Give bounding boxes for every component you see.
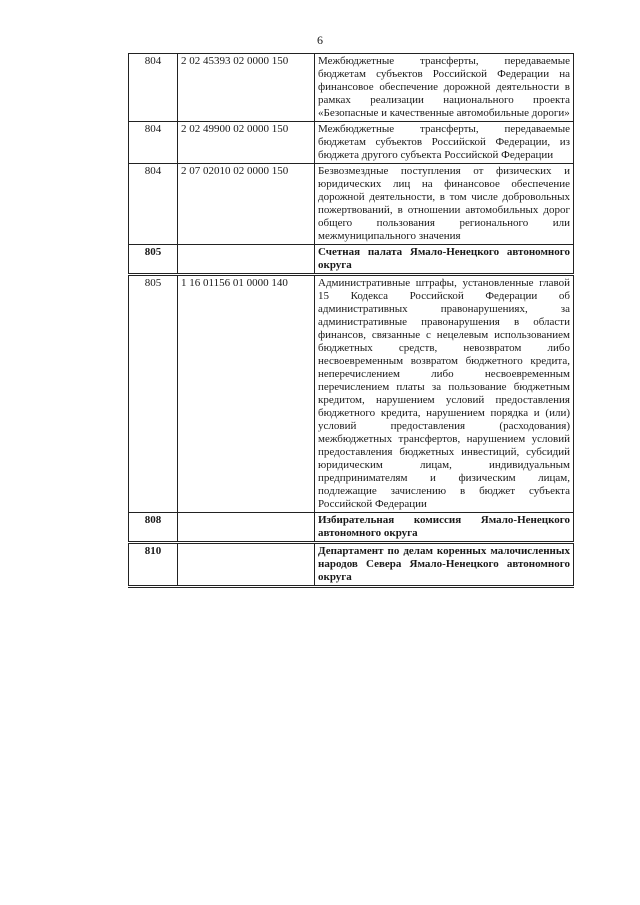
admin-code-cell: 810 (129, 543, 178, 587)
page-number: 6 (317, 33, 323, 47)
admin-code-cell: 805 (129, 275, 178, 513)
administrator-name-cell: Счетная палата Ямало-Ненецкого автономного округа (315, 245, 574, 275)
budget-code-cell (178, 513, 315, 543)
budget-code-cell (178, 543, 315, 587)
budget-code-cell: 2 02 49900 02 0000 150 (178, 122, 315, 164)
admin-code-cell: 805 (129, 245, 178, 275)
admin-code-cell: 808 (129, 513, 178, 543)
table-row (129, 164, 574, 245)
administrator-header-row (129, 245, 574, 275)
table-row (129, 122, 574, 164)
administrator-name-cell: Избирательная комиссия Ямало-Ненецкого автономного округа (315, 513, 574, 543)
budget-code-cell (178, 245, 315, 275)
revenue-name-cell: Межбюджетные трансферты, передаваемые бюджетам субъектов Российской Федерации, из бюджета другого субъекта Российской Федерации (315, 122, 574, 164)
budget-code-cell: 1 16 01156 01 0000 140 (178, 275, 315, 513)
revenue-name-cell: Безвозмездные поступления от физических и юридических лиц на финансовое обеспечение дорожной деятельности, в том числе добровольных пожертвований, в отношении автомобильных дорог общего пользования регионального или межмуниципального значения (315, 164, 574, 245)
table-row (129, 275, 574, 513)
budget-code-cell: 2 07 02010 02 0000 150 (178, 164, 315, 245)
admin-code-cell: 804 (129, 164, 178, 245)
admin-code-cell: 804 (129, 54, 178, 122)
revenue-name-cell: Административные штрафы, установленные главой 15 Кодекса Российской Федерации об административных правонарушениях, за административные правонарушения в области финансов, связанные с нецелевым использованием бюджетных средств, невозвратом либо несвоевременным возвратом бюджетного кредита, неперечислением либо несвоевременным перечислением платы за пользование бюджетным кредитом, нарушением условий предоставления бюджетного кредита, нарушением порядка и (или) условий предоставления (расходования) межбюджетных трансфертов, нарушением условий предоставления бюджетных инвестиций, субсидий юридическим лицам, индивидуальным предпринимателям и физическим лицам, подлежащие зачислению в бюджет субъекта Российской Федерации (315, 275, 574, 513)
budget-codes-table (128, 53, 574, 588)
administrator-header-row (129, 543, 574, 587)
revenue-name-cell: Межбюджетные трансферты, передаваемые бюджетам субъектов Российской Федерации на финансовое обеспечение дорожной деятельности в рамках реализации национального проекта «Безопасные и качественные автомобильные дороги» (315, 54, 574, 122)
admin-code-cell: 804 (129, 122, 178, 164)
administrator-header-row (129, 513, 574, 543)
budget-code-cell: 2 02 45393 02 0000 150 (178, 54, 315, 122)
table-row (129, 54, 574, 122)
administrator-name-cell: Департамент по делам коренных малочисленных народов Севера Ямало-Ненецкого автономного округа (315, 543, 574, 587)
